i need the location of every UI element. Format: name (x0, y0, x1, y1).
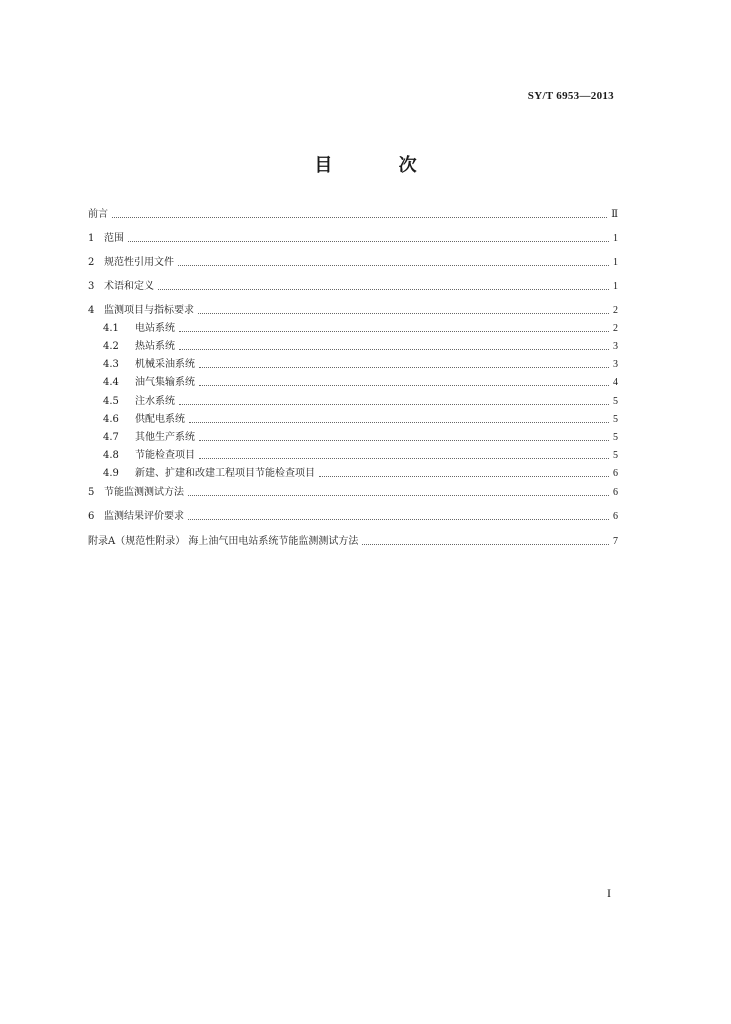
dot-leader (179, 404, 609, 405)
toc-entry-number: 5 (88, 487, 95, 498)
toc-entry[interactable] (88, 229, 618, 245)
dot-leader (178, 265, 609, 266)
toc-entry-page: 3 (613, 341, 618, 352)
toc-entry[interactable] (103, 392, 618, 408)
toc-entry-label: 油气集输系统 (135, 377, 195, 388)
toc-entry-number: 3 (88, 281, 95, 292)
dot-leader (199, 367, 609, 368)
toc-entry-number: 4.1 (103, 323, 119, 334)
page-number: I (607, 886, 611, 900)
toc-entry-number: 1 (88, 233, 95, 244)
toc-entry-number: 4.3 (103, 359, 119, 370)
toc-entry[interactable] (103, 410, 618, 426)
toc-entry-number: 4.9 (103, 468, 119, 479)
toc-entry-page: 1 (613, 281, 618, 292)
dot-leader (188, 519, 609, 520)
toc-entry-label: 规范性引用文件 (104, 257, 174, 268)
toc-entry-page: 4 (613, 377, 618, 388)
toc-entry[interactable] (88, 507, 618, 523)
toc-entry-label: 节能监测测试方法 (104, 487, 184, 498)
toc-entry-page: 6 (613, 511, 618, 522)
toc-entry-number: 4.8 (103, 450, 119, 461)
toc-entry[interactable] (103, 446, 618, 462)
toc-entry-page: 2 (613, 323, 618, 334)
dot-leader (319, 476, 609, 477)
toc-entry[interactable] (103, 337, 618, 353)
toc-entry-label: 电站系统 (135, 323, 175, 334)
toc-entry-label: 术语和定义 (104, 281, 154, 292)
toc-entry-number: 4.4 (103, 377, 119, 388)
dot-leader (128, 241, 609, 242)
dot-leader (158, 289, 609, 290)
toc-entry-number: 6 (88, 511, 95, 522)
toc-entry-page: 5 (613, 450, 618, 461)
toc-entry-number: 4.6 (103, 414, 119, 425)
toc-entry-label: 其他生产系统 (135, 432, 195, 443)
toc-entry-page: 2 (613, 305, 618, 316)
toc-entry-label: 机械采油系统 (135, 359, 195, 370)
toc-entry-label: 热站系统 (135, 341, 175, 352)
toc-entry[interactable] (88, 301, 618, 317)
toc-entry[interactable] (103, 428, 618, 444)
dot-leader (188, 495, 609, 496)
toc-entry-page: 1 (613, 233, 618, 244)
toc-entry[interactable] (103, 373, 618, 389)
toc-entry[interactable] (103, 464, 618, 480)
toc-entry-label: 前言 (88, 209, 108, 220)
dot-leader (198, 313, 609, 314)
toc-entry-page: 6 (613, 468, 618, 479)
toc-entry-label: 范围 (104, 233, 124, 244)
dot-leader (199, 440, 609, 441)
dot-leader (199, 458, 609, 459)
toc-entry-page: 7 (613, 536, 618, 547)
toc-entry-number: 4.7 (103, 432, 119, 443)
toc-entry-label: 节能检查项目 (135, 450, 195, 461)
toc-title: 目 次 (314, 155, 447, 176)
toc-entry-number: 4.2 (103, 341, 119, 352)
toc-entry-number: 4 (88, 305, 95, 316)
toc-entry[interactable] (88, 277, 618, 293)
dot-leader (179, 349, 609, 350)
dot-leader (199, 385, 609, 386)
toc-entry-label: 附录A（规范性附录） 海上油气田电站系统节能监测测试方法 (88, 536, 359, 547)
toc-entry-label: 注水系统 (135, 396, 175, 407)
toc-entry[interactable] (103, 355, 618, 371)
toc-entry-page: 3 (613, 359, 618, 370)
toc-entry-number: 2 (88, 257, 95, 268)
toc-entry-label: 新建、扩建和改建工程项目节能检查项目 (135, 468, 315, 479)
standard-code: SY/T 6953—2013 (527, 90, 614, 102)
dot-leader (179, 331, 609, 332)
toc-entry[interactable] (103, 319, 618, 335)
toc-entry-page: Ⅱ (611, 209, 618, 220)
toc-entry-number: 4.5 (103, 396, 119, 407)
toc-entry[interactable] (88, 253, 618, 269)
dot-leader (189, 422, 609, 423)
toc-entry-label: 监测项目与指标要求 (104, 305, 194, 316)
toc-entry-label: 供配电系统 (135, 414, 185, 425)
dot-leader (112, 217, 607, 218)
toc-entry-page: 5 (613, 432, 618, 443)
toc-entry-page: 5 (613, 414, 618, 425)
toc-entry-page: 5 (613, 396, 618, 407)
toc-entry[interactable] (88, 483, 618, 499)
toc-entry-page: 1 (613, 257, 618, 268)
toc-entry[interactable] (88, 532, 618, 548)
toc-entry-page: 6 (613, 487, 618, 498)
dot-leader (362, 544, 609, 545)
toc-entry-label: 监测结果评价要求 (104, 511, 184, 522)
toc-entry[interactable] (88, 205, 618, 221)
